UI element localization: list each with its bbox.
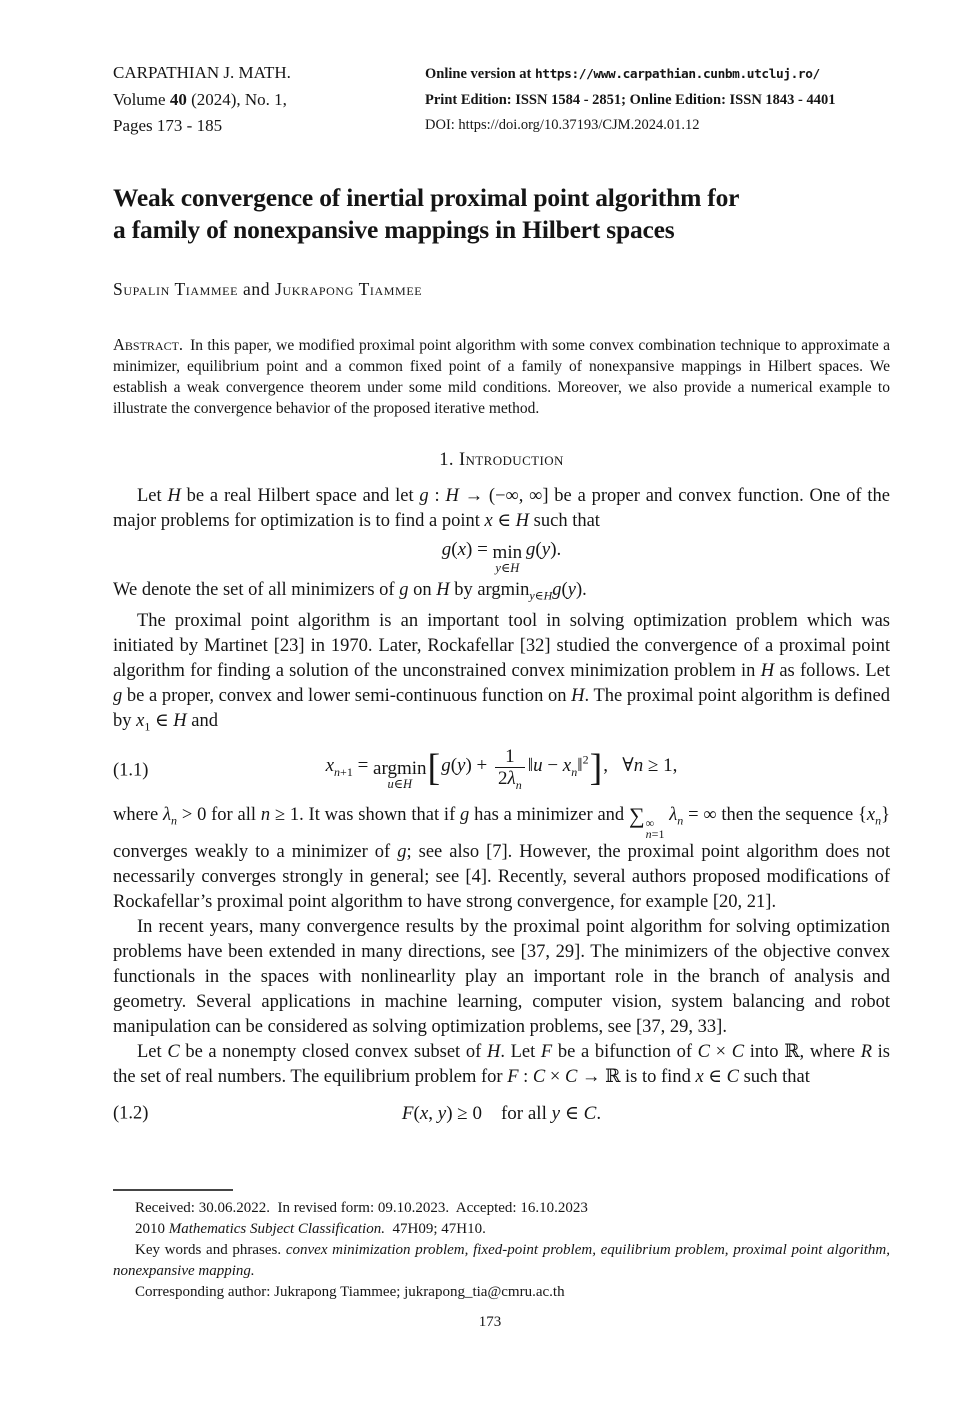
equation-number-1-2: (1.2) (113, 1103, 149, 1124)
paragraph-proximal-history: The proximal point algorithm is an important tool in solving optimization problem which was initiated by Martinet [23] in 1970. Later, Rockafellar [32] studied the convergence of a proximal point algorithm for finding a solution of the unconstrained convex minimization problem in H as follows. Let g be a proper, convex and lower semi-continuous function on H. The proximal point algorithm is defined by $x_1$ ∈ H and (113, 610, 890, 734)
section-number: 1. (439, 450, 454, 470)
paragraph-denote: We denote the set of all minimizers of g on H by argmin$_{y\in H}$g(y). (113, 580, 587, 603)
footnote-msc: 2010 Mathematics Subject Classification. 47H09; 47H10. (135, 1221, 486, 1237)
footnotes (113, 1189, 890, 1303)
footnote-keywords: Key words and phrases. convex minimization problem, fixed-point problem, equilibrium problem, proximal point algorithm, nonexpansive mapping. (113, 1242, 890, 1279)
argmin-operator: argmin u∈H (373, 758, 427, 792)
footnote-corresponding: Corresponding author: Jukrapong Tiammee; jukrapong_tia@cmru.ac.th (135, 1284, 565, 1300)
paragraph-equilibrium: Let C be a nonempty closed convex subset of H. Let F be a bifunction of C × C into ℝ, where R is the set of real numbers. The equilibrium problem for F : C × C → ℝ is to find x ∈ C such that (113, 1042, 890, 1088)
authors: Supalin Tiammee and Jukrapong Tiammee (113, 279, 423, 299)
equation-min-rhs: g(y). (525, 539, 562, 560)
paper-title: Weak convergence of inertial proximal point algorithm for a family of nonexpansive mappings in Hilbert spaces (113, 183, 740, 244)
equation-1-1-lhs: $x_{n+1}$ = (325, 755, 374, 780)
section-title: Introduction (458, 450, 564, 470)
issn-line: Print Edition: ISSN 1584 - 2851; Online Edition: ISSN 1843 - 4401 (425, 91, 836, 108)
footnote-rule (113, 1189, 233, 1191)
close-bracket: ] (589, 747, 603, 790)
journal-header (113, 60, 890, 140)
paragraph-intro: Let H be a real Hilbert space and let g : H → (−∞, ∞] be a proper and convex function. One of the major problems for optimization is to find a point x ∈ H such that (113, 486, 890, 531)
doi-line: DOI: https://doi.org/10.37193/CJM.2024.01.12 (425, 117, 700, 133)
fraction: $\frac{1}{2\lambda_n}$ (495, 746, 525, 796)
online-version-line: Online version at https://www.carpathian.cunbm.utcluj.ro/ (425, 66, 820, 82)
equation-number-1-1: (1.1) (113, 760, 149, 781)
journal-pages-line: Pages 173 - 185 (113, 116, 223, 135)
min-operator: min y∈H (492, 542, 523, 575)
page-number: 173 (478, 1314, 502, 1330)
journal-name: CARPATHIAN J. MATH. (113, 63, 291, 82)
equation-min (113, 539, 890, 575)
equation-1-1-pre: g(y) + (441, 755, 492, 777)
footnote-received: Received: 30.06.2022. In revised form: 09.10.2023. Accepted: 16.10.2023 (135, 1200, 588, 1216)
section-heading (113, 450, 890, 471)
open-bracket: [ (427, 747, 441, 790)
equation-1-2-body: F(x, y) ≥ 0 for all y ∈ C. (401, 1103, 602, 1125)
abstract-label: Abstract. (113, 335, 184, 354)
paragraph-recent-years: In recent years, many convergence results by the proximal point algorithm for solving optimization problems have been extended in many directions, see [37, 29]. The minimizers of the objective convex functionals in the spaces with nonlinearlity play an important role in the branch of analysis and geometry. Several applications in machine learning, computer vision, system balancing and robot manipulation can be considered as solving optimization problems, see [37, 29, 33]. (113, 917, 890, 1038)
equation-1-1-norm: ‖u − $x_n‖^2$ (527, 753, 589, 780)
journal-volume-line: Volume 40 (2024), No. 1, (113, 89, 287, 109)
equation-1-1-tail: , ∀n ≥ 1, (603, 755, 678, 777)
abstract-text: In this paper, we modified proximal point algorithm with some convex combination technique to approximate a minimizer, equilibrium point and a common fixed point of a family of nonexpansive mappings in Hilbert spaces. We establish a weak convergence theorem under some mild conditions. Moreover, we also provide a numerical example to illustrate the convergence behavior of the proposed iterative method. (113, 337, 890, 417)
abstract (113, 334, 890, 419)
equation-min-lhs: g(x) = (441, 539, 493, 560)
paragraph-lambda: where $\lambda_n > 0$ for all n ≥ 1. It was shown that if g has a minimizer and ∑ ∞ n=1 $\lambda_n$ = ∞ then the sequence $\{x_n\}$ converges weakly to a minimizer of g; see also [7]. However, the proximal point algorithm does not necessarily converges strongly in general; see [4]. Recently, several authors proposed modifications of Rockafellar’s proximal point algorithm to have strong convergence, for example [20, 21]. (113, 803, 891, 913)
equation-1-1 (113, 746, 890, 796)
journal-meta-block (425, 62, 836, 139)
equation-1-2 (113, 1102, 890, 1125)
